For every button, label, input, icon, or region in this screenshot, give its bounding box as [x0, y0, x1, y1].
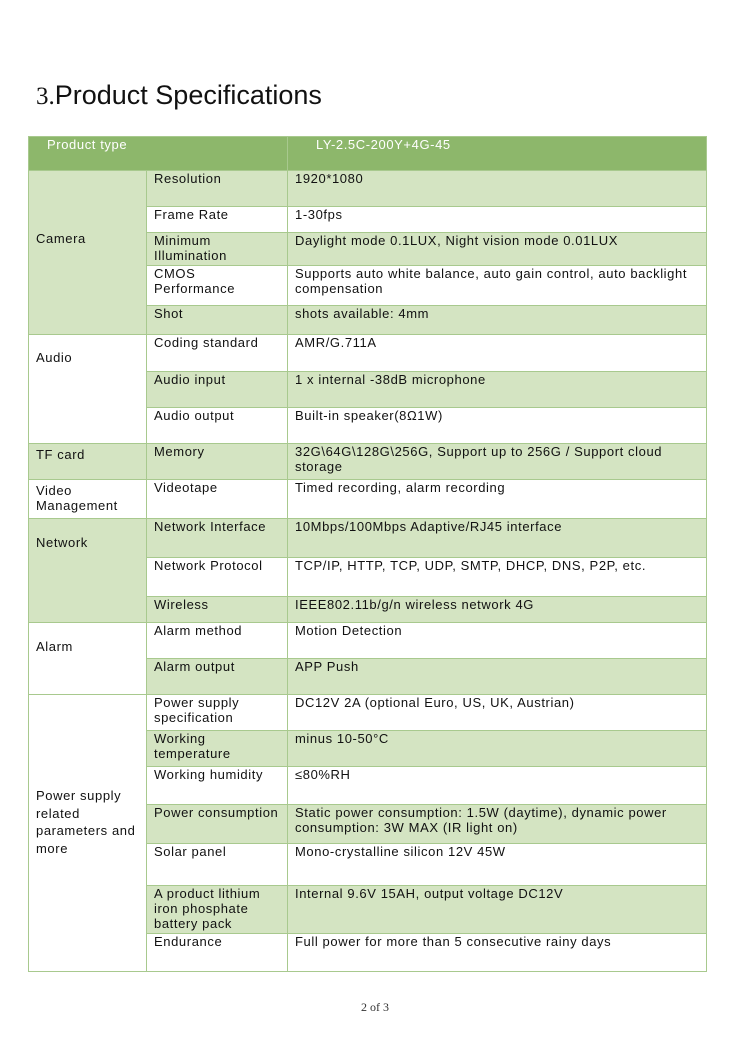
value-cell: 1 x internal -38dB microphone	[288, 372, 707, 408]
param-cell: Endurance	[147, 934, 288, 972]
param-cell: Frame Rate	[147, 207, 288, 233]
param-cell: Network Protocol	[147, 558, 288, 597]
value-cell: IEEE802.11b/g/n wireless network 4G	[288, 597, 707, 623]
value-cell: 1920*1080	[288, 171, 707, 207]
product-type-row	[29, 137, 707, 171]
product-type-label: Product type	[29, 137, 288, 171]
category-audio: Audio	[29, 335, 147, 444]
category-video-management: Video Management	[29, 480, 147, 519]
value-cell: AMR/G.711A	[288, 335, 707, 372]
product-type-value: LY-2.5C-200Y+4G-45	[288, 137, 707, 171]
page-number: 2 of 3	[361, 1000, 389, 1014]
category-tf-card: TF card	[29, 444, 147, 480]
param-cell: CMOS Performance	[147, 266, 288, 306]
category-network: Network	[29, 519, 147, 623]
value-cell: 32G\64G\128G\256G, Support up to 256G / Support cloud storage	[288, 444, 707, 480]
table-row	[29, 335, 707, 372]
category-alarm: Alarm	[29, 623, 147, 695]
param-cell: Working temperature	[147, 731, 288, 767]
param-cell: Audio input	[147, 372, 288, 408]
param-cell: Working humidity	[147, 767, 288, 805]
value-cell: ≤80%RH	[288, 767, 707, 805]
value-cell: Supports auto white balance, auto gain control, auto backlight compensation	[288, 266, 707, 306]
param-cell: Videotape	[147, 480, 288, 519]
param-cell: Memory	[147, 444, 288, 480]
param-cell: Coding standard	[147, 335, 288, 372]
value-cell: shots available: 4mm	[288, 306, 707, 335]
value-cell: Static power consumption: 1.5W (daytime), dynamic power consumption: 3W MAX (IR light on)	[288, 805, 707, 844]
value-cell: DC12V 2A (optional Euro, US, UK, Austrian)	[288, 695, 707, 731]
value-cell: minus 10-50°C	[288, 731, 707, 767]
category-power-supply: Power supply related parameters and more	[29, 695, 147, 972]
param-cell: Shot	[147, 306, 288, 335]
table-row	[29, 171, 707, 207]
param-cell: Network Interface	[147, 519, 288, 558]
param-cell: Audio output	[147, 408, 288, 444]
param-cell: Solar panel	[147, 844, 288, 886]
spec-table	[28, 136, 707, 972]
table-row	[29, 444, 707, 480]
param-cell: Resolution	[147, 171, 288, 207]
value-cell: Internal 9.6V 15AH, output voltage DC12V	[288, 886, 707, 934]
value-cell: Mono-crystalline silicon 12V 45W	[288, 844, 707, 886]
param-cell: Power supply specification	[147, 695, 288, 731]
table-row	[29, 623, 707, 659]
value-cell: Motion Detection	[288, 623, 707, 659]
param-cell: Minimum Illumination	[147, 233, 288, 266]
value-cell: Full power for more than 5 consecutive rainy days	[288, 934, 707, 972]
category-camera: Camera	[29, 171, 147, 335]
value-cell: APP Push	[288, 659, 707, 695]
value-cell: Daylight mode 0.1LUX, Night vision mode 0.01LUX	[288, 233, 707, 266]
value-cell: 1-30fps	[288, 207, 707, 233]
value-cell: 10Mbps/100Mbps Adaptive/RJ45 interface	[288, 519, 707, 558]
page-title	[36, 78, 322, 114]
param-cell: Power consumption	[147, 805, 288, 844]
value-cell: Built-in speaker(8Ω1W)	[288, 408, 707, 444]
param-cell: A product lithium iron phosphate battery pack	[147, 886, 288, 934]
table-row	[29, 519, 707, 558]
value-cell: Timed recording, alarm recording	[288, 480, 707, 519]
param-cell: Alarm output	[147, 659, 288, 695]
param-cell: Wireless	[147, 597, 288, 623]
section-title: Product Specifications	[54, 80, 322, 110]
table-row	[29, 695, 707, 731]
table-row	[29, 480, 707, 519]
param-cell: Alarm method	[147, 623, 288, 659]
section-number: 3.	[36, 83, 55, 110]
value-cell: TCP/IP, HTTP, TCP, UDP, SMTP, DHCP, DNS, P2P, etc.	[288, 558, 707, 597]
